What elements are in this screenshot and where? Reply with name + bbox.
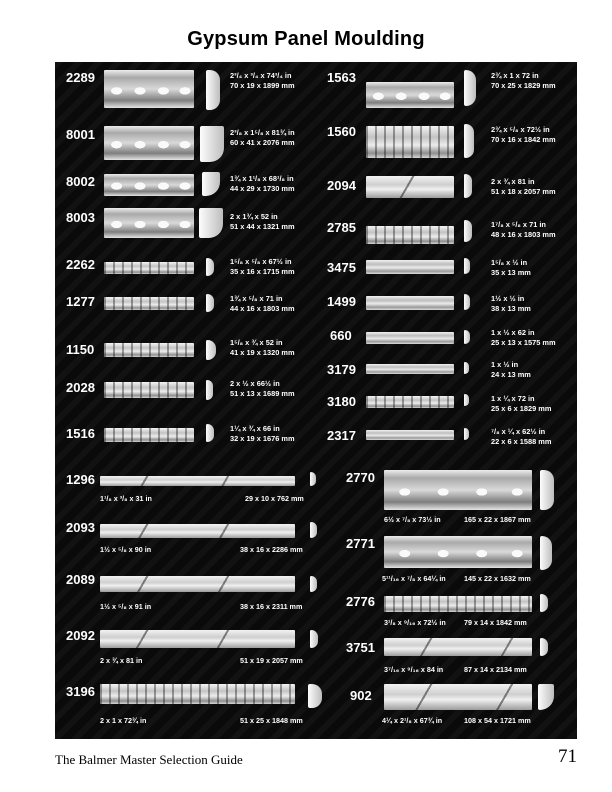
imperial-dims: 2 x ½ x 66½ in: [230, 379, 280, 388]
product-code: 1296: [66, 472, 95, 487]
imperial-dims: 1¾ x 1¹/₈ x 68¹/₈ in: [230, 174, 294, 183]
metric-dims: 60 x 41 x 2076 mm: [230, 138, 295, 147]
imperial-dims: 1¾ x ⁵/₈ x 71 in: [230, 294, 283, 303]
profile-image: [464, 70, 476, 106]
imperial-dims: 2 x 1 x 72¾ in: [100, 716, 147, 725]
imperial-dims: ⁷/₈ x ¼ x 62½ in: [491, 427, 546, 436]
product-code: 2028: [66, 380, 95, 395]
moulding-image: [104, 174, 194, 196]
profile-image: [464, 362, 469, 374]
product-code: 1150: [66, 342, 95, 357]
imperial-dims: 2¾ x 1 x 72 in: [491, 71, 539, 80]
moulding-image: [104, 428, 194, 442]
metric-dims: 32 x 19 x 1676 mm: [230, 434, 295, 443]
moulding-image: [384, 638, 532, 656]
product-code: 902: [350, 688, 372, 703]
metric-dims: 29 x 10 x 762 mm: [245, 494, 304, 503]
product-code: 1516: [66, 426, 95, 441]
moulding-image: [384, 596, 532, 612]
product-code: 8003: [66, 210, 95, 225]
profile-image: [200, 126, 224, 162]
metric-dims: 22 x 6 x 1588 mm: [491, 437, 552, 446]
imperial-dims: 1⁵/₈ x ¾ x 52 in: [230, 338, 283, 347]
product-code: 8001: [66, 127, 95, 142]
imperial-dims: 4¼ x 2¹/₈ x 67¾ in: [382, 716, 443, 725]
metric-dims: 51 x 18 x 2057 mm: [491, 187, 556, 196]
product-code: 1277: [66, 294, 95, 309]
moulding-image: [366, 430, 454, 440]
moulding-image: [366, 126, 454, 158]
product-code: 3475: [327, 260, 356, 275]
product-code: 2089: [66, 572, 95, 587]
moulding-image: [100, 684, 295, 704]
imperial-dims: 2 x ¾ x 81 in: [100, 656, 143, 665]
imperial-dims: 1¹/₈ x ³/₈ x 31 in: [100, 494, 152, 503]
profile-image: [206, 380, 213, 400]
product-code: 2771: [346, 536, 375, 551]
metric-dims: 79 x 14 x 1842 mm: [464, 618, 527, 627]
moulding-image: [366, 396, 454, 408]
moulding-image: [366, 260, 454, 274]
metric-dims: 38 x 13 mm: [491, 304, 531, 313]
product-code: 2289: [66, 70, 95, 85]
moulding-image: [104, 297, 194, 310]
product-code: 660: [330, 328, 352, 343]
page-number: 71: [558, 746, 577, 767]
metric-dims: 87 x 14 x 2134 mm: [464, 665, 527, 674]
moulding-image: [366, 332, 454, 344]
profile-image: [464, 220, 472, 242]
metric-dims: 51 x 19 x 2057 mm: [240, 656, 303, 665]
metric-dims: 25 x 6 x 1829 mm: [491, 404, 552, 413]
imperial-dims: 2¾ x ⁵/₈ x 72½ in: [491, 125, 550, 134]
imperial-dims: 1½ x ⁵/₈ x 90 in: [100, 545, 152, 554]
product-code: 2262: [66, 257, 95, 272]
moulding-image: [100, 476, 295, 486]
imperial-dims: 6½ x ⁷/₈ x 73½ in: [384, 515, 441, 524]
product-code: 1563: [327, 70, 356, 85]
moulding-image: [104, 208, 194, 238]
metric-dims: 51 x 44 x 1321 mm: [230, 222, 295, 231]
moulding-image: [104, 262, 194, 274]
moulding-image: [384, 470, 532, 510]
imperial-dims: 2 x ¾ x 81 in: [491, 177, 535, 186]
metric-dims: 70 x 16 x 1842 mm: [491, 135, 556, 144]
moulding-image: [366, 176, 454, 198]
imperial-dims: 2³/₈ x 1⁵/₈ x 81¾ in: [230, 128, 295, 137]
imperial-dims: 1⁵/₈ x ½ in: [491, 258, 528, 267]
product-code: 8002: [66, 174, 95, 189]
imperial-dims: 1½ x ⁵/₈ x 91 in: [100, 602, 152, 611]
imperial-dims: 3¹/₈ x ⁹/₁₆ x 72½ in: [384, 618, 446, 627]
imperial-dims: 1⁵/₈ x ⁵/₈ x 67½ in: [230, 257, 292, 266]
product-code: 3751: [346, 640, 375, 655]
metric-dims: 41 x 19 x 1320 mm: [230, 348, 295, 357]
metric-dims: 35 x 16 x 1715 mm: [230, 267, 295, 276]
product-code: 2317: [327, 428, 356, 443]
moulding-image: [104, 126, 194, 160]
moulding-image: [366, 296, 454, 310]
moulding-image: [104, 382, 194, 398]
moulding-image: [366, 82, 454, 108]
imperial-dims: 1⁷/₈ x ⁵/₈ x 71 in: [491, 220, 546, 229]
moulding-image: [366, 226, 454, 244]
moulding-image: [100, 630, 295, 648]
product-code: 2093: [66, 520, 95, 535]
moulding-image: [100, 524, 295, 538]
imperial-dims: 1 x ¼ x 72 in: [491, 394, 535, 403]
metric-dims: 38 x 16 x 2286 mm: [240, 545, 303, 554]
imperial-dims: 1½ x ½ in: [491, 294, 525, 303]
product-code: 2785: [327, 220, 356, 235]
metric-dims: 48 x 16 x 1803 mm: [491, 230, 556, 239]
metric-dims: 44 x 29 x 1730 mm: [230, 184, 295, 193]
product-code: 2092: [66, 628, 95, 643]
profile-image: [464, 124, 474, 158]
imperial-dims: 1¼ x ¾ x 66 in: [230, 424, 280, 433]
product-code: 3180: [327, 394, 356, 409]
metric-dims: 70 x 19 x 1899 mm: [230, 81, 295, 90]
profile-image: [464, 428, 469, 440]
imperial-dims: 5¹¹/₁₆ x ⁷/₈ x 64¼ in: [382, 574, 446, 583]
imperial-dims: 2 x 1¾ x 52 in: [230, 212, 278, 221]
product-code: 3179: [327, 362, 356, 377]
profile-image: [464, 294, 470, 310]
profile-image: [206, 70, 220, 110]
metric-dims: 108 x 54 x 1721 mm: [464, 716, 531, 725]
product-code: 2776: [346, 594, 375, 609]
metric-dims: 165 x 22 x 1867 mm: [464, 515, 531, 524]
imperial-dims: 3⁷/₁₆ x ⁹/₁₆ x 84 in: [384, 665, 444, 674]
imperial-dims: 2³/₄ x ³/₄ x 74³/₄ in: [230, 71, 292, 80]
product-code: 2094: [327, 178, 356, 193]
profile-image: [464, 394, 469, 406]
metric-dims: 51 x 25 x 1848 mm: [240, 716, 303, 725]
metric-dims: 44 x 16 x 1803 mm: [230, 304, 295, 313]
metric-dims: 35 x 13 mm: [491, 268, 531, 277]
product-code: 2770: [346, 470, 375, 485]
moulding-image: [384, 684, 532, 710]
product-code: 1499: [327, 294, 356, 309]
product-code: 3196: [66, 684, 95, 699]
moulding-image: [384, 536, 532, 568]
page-title: Gypsum Panel Moulding: [187, 28, 425, 50]
metric-dims: 51 x 13 x 1689 mm: [230, 389, 295, 398]
metric-dims: 70 x 25 x 1829 mm: [491, 81, 556, 90]
metric-dims: 24 x 13 mm: [491, 370, 531, 379]
moulding-image: [104, 70, 194, 108]
metric-dims: 38 x 16 x 2311 mm: [240, 602, 303, 611]
profile-image: [464, 174, 472, 198]
moulding-image: [104, 343, 194, 357]
profile-image: [540, 470, 554, 510]
imperial-dims: 1 x ½ x 62 in: [491, 328, 535, 337]
product-code: 1560: [327, 124, 356, 139]
metric-dims: 25 x 13 x 1575 mm: [491, 338, 556, 347]
metric-dims: 145 x 22 x 1632 mm: [464, 574, 531, 583]
profile-image: [464, 258, 470, 274]
guide-title: The Balmer Master Selection Guide: [55, 752, 243, 767]
moulding-image: [100, 576, 295, 592]
profile-image: [540, 536, 552, 570]
moulding-image: [366, 364, 454, 374]
imperial-dims: 1 x ½ in: [491, 360, 519, 369]
